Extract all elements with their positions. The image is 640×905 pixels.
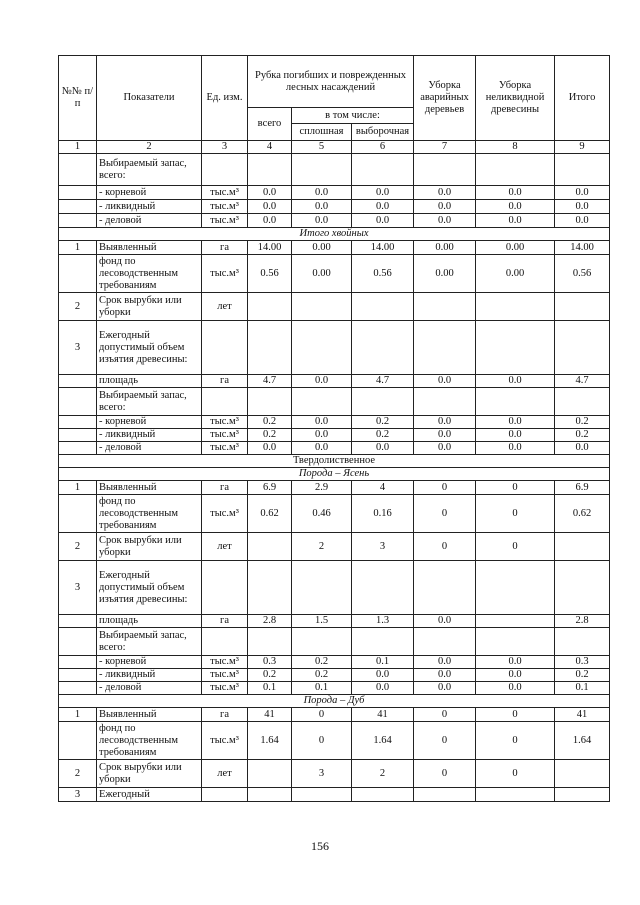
emergency-cell: 0.0 [414,375,476,388]
solid-cell: 0.1 [292,682,352,695]
row-number-cell [59,429,97,442]
table-row [59,669,610,682]
total-cell: 4.7 [555,375,610,388]
row-number-cell [59,375,97,388]
total-cell [555,154,610,186]
selective-cell: 0.1 [352,656,414,669]
emergency-cell: 0 [414,495,476,533]
illiquid-cell: 0.0 [476,416,555,429]
solid-cell: 0.0 [292,442,352,455]
solid-cell [292,321,352,375]
selective-cell: 2 [352,760,414,788]
emergency-cell [414,154,476,186]
header-total-all: всего [248,108,292,141]
unit-cell: тыс.м³ [202,186,248,200]
unit-cell: га [202,708,248,722]
total-cell: 0.2 [555,416,610,429]
section-title: Твердолиственное [59,455,610,468]
row-number-cell: 3 [59,561,97,615]
row-number-cell [59,214,97,228]
illiquid-cell: 0.00 [476,255,555,293]
forest-felling-table [58,55,610,802]
illiquid-cell: 0.0 [476,375,555,388]
total-all-cell: 14.00 [248,241,292,255]
row-number-cell: 1 [59,241,97,255]
row-number-cell [59,656,97,669]
indicator-cell: - корневой [97,656,202,669]
table-row [59,293,610,321]
solid-cell [292,388,352,416]
solid-cell: 3 [292,760,352,788]
unit-cell: тыс.м³ [202,682,248,695]
emergency-cell: 0.0 [414,682,476,695]
solid-cell: 0.0 [292,186,352,200]
unit-cell [202,561,248,615]
selective-cell: 0.2 [352,416,414,429]
total-cell: 0.2 [555,429,610,442]
illiquid-cell: 0 [476,495,555,533]
indicator-cell: фонд по лесоводственным требованиям [97,722,202,760]
illiquid-cell: 0 [476,481,555,495]
total-cell: 0.0 [555,442,610,455]
table-row [59,788,610,802]
selective-cell: 0.0 [352,442,414,455]
selective-cell [352,321,414,375]
total-all-cell [248,154,292,186]
page-number: 156 [311,839,329,853]
total-cell [555,561,610,615]
emergency-cell: 0.00 [414,241,476,255]
illiquid-cell [476,615,555,628]
indicator-cell: - ликвидный [97,200,202,214]
total-cell: 41 [555,708,610,722]
solid-cell: 0.46 [292,495,352,533]
indicator-cell: фонд по лесоводственным требованиям [97,255,202,293]
illiquid-cell: 0.0 [476,669,555,682]
total-all-cell: 1.64 [248,722,292,760]
unit-cell: га [202,615,248,628]
total-cell: 0.3 [555,656,610,669]
solid-cell [292,628,352,656]
table-row [59,321,610,375]
emergency-cell: 0.0 [414,656,476,669]
row-number-cell [59,154,97,186]
indicator-cell: - корневой [97,416,202,429]
table-row [59,561,610,615]
header-incl: в том числе: [292,108,414,124]
table-row [59,442,610,455]
header-solid: сплошная [292,124,352,141]
section-row [59,695,610,708]
emergency-cell: 0 [414,481,476,495]
total-all-cell: 0.56 [248,255,292,293]
table-row [59,186,610,200]
illiquid-cell: 0 [476,722,555,760]
table-row [59,481,610,495]
illiquid-cell: 0.0 [476,214,555,228]
section-title: Итого хвойных [59,228,610,241]
unit-cell: тыс.м³ [202,200,248,214]
illiquid-cell: 0.0 [476,656,555,669]
table-row [59,416,610,429]
table-row [59,154,610,186]
row-number-cell: 1 [59,481,97,495]
selective-cell: 0.0 [352,682,414,695]
section-title: Порода – Дуб [59,695,610,708]
emergency-cell: 0.0 [414,442,476,455]
unit-cell [202,388,248,416]
indicator-cell: - деловой [97,442,202,455]
total-all-cell [248,388,292,416]
column-number-cell: 9 [555,141,610,154]
total-cell: 0.0 [555,200,610,214]
total-cell: 6.9 [555,481,610,495]
total-all-cell: 0.2 [248,416,292,429]
solid-cell: 0.0 [292,214,352,228]
illiquid-cell [476,628,555,656]
unit-cell: лет [202,760,248,788]
illiquid-cell: 0 [476,708,555,722]
selective-cell: 1.3 [352,615,414,628]
total-cell [555,321,610,375]
section-row [59,468,610,481]
row-number-cell [59,200,97,214]
total-all-cell [248,533,292,561]
selective-cell: 0.0 [352,186,414,200]
total-all-cell [248,561,292,615]
indicator-cell: площадь [97,375,202,388]
unit-cell: тыс.м³ [202,255,248,293]
illiquid-cell: 0.00 [476,241,555,255]
emergency-cell: 0.0 [414,200,476,214]
solid-cell: 1.5 [292,615,352,628]
solid-cell: 0.00 [292,241,352,255]
column-number-cell: 5 [292,141,352,154]
total-all-cell: 0.0 [248,214,292,228]
data-table-container [58,55,609,802]
selective-cell: 0.16 [352,495,414,533]
emergency-cell: 0 [414,708,476,722]
column-number-cell: 2 [97,141,202,154]
emergency-cell [414,628,476,656]
indicator-cell: Выбираемый запас, всего: [97,154,202,186]
solid-cell [292,154,352,186]
unit-cell: лет [202,293,248,321]
row-number-cell [59,255,97,293]
illiquid-cell [476,788,555,802]
total-cell [555,628,610,656]
emergency-cell [414,788,476,802]
total-all-cell: 4.7 [248,375,292,388]
indicator-cell: Срок вырубки или уборки [97,293,202,321]
column-number-row [59,141,610,154]
unit-cell: тыс.м³ [202,442,248,455]
row-number-cell [59,669,97,682]
unit-cell: га [202,481,248,495]
selective-cell: 14.00 [352,241,414,255]
table-row [59,255,610,293]
indicator-cell: Срок вырубки или уборки [97,533,202,561]
table-row [59,214,610,228]
unit-cell: тыс.м³ [202,722,248,760]
column-number-cell: 3 [202,141,248,154]
illiquid-cell: 0 [476,760,555,788]
table-row [59,760,610,788]
total-all-cell: 41 [248,708,292,722]
row-number-cell [59,495,97,533]
table-header [59,56,610,154]
section-row [59,455,610,468]
illiquid-cell: 0.0 [476,442,555,455]
selective-cell: 0.0 [352,200,414,214]
table-row [59,388,610,416]
row-number-cell [59,416,97,429]
selective-cell: 0.2 [352,429,414,442]
total-all-cell: 0.2 [248,669,292,682]
solid-cell: 0.0 [292,429,352,442]
header-selective: выборочная [352,124,414,141]
indicator-cell: - деловой [97,214,202,228]
total-cell: 0.1 [555,682,610,695]
unit-cell [202,628,248,656]
header-indicator: Показатели [97,56,202,141]
total-cell [555,788,610,802]
row-number-cell: 1 [59,708,97,722]
illiquid-cell [476,321,555,375]
indicator-cell: Срок вырубки или уборки [97,760,202,788]
total-all-cell: 0.2 [248,429,292,442]
selective-cell [352,293,414,321]
header-emergency: Уборка аварийных деревьев [414,56,476,141]
table-row [59,495,610,533]
solid-cell [292,788,352,802]
emergency-cell: 0.0 [414,416,476,429]
emergency-cell [414,388,476,416]
emergency-cell: 0 [414,533,476,561]
indicator-cell: Ежегодный допустимый объем изъятия древесины: [97,561,202,615]
total-cell [555,388,610,416]
row-number-cell [59,615,97,628]
total-all-cell: 0.0 [248,186,292,200]
solid-cell: 0.0 [292,416,352,429]
selective-cell [352,628,414,656]
total-cell: 14.00 [555,241,610,255]
indicator-cell: - деловой [97,682,202,695]
total-cell: 0.0 [555,186,610,200]
emergency-cell: 0.00 [414,255,476,293]
total-cell [555,760,610,788]
solid-cell: 0.00 [292,255,352,293]
total-all-cell [248,628,292,656]
selective-cell: 0.0 [352,214,414,228]
emergency-cell: 0 [414,722,476,760]
unit-cell: тыс.м³ [202,214,248,228]
section-title: Порода – Ясень [59,468,610,481]
total-all-cell: 0.62 [248,495,292,533]
indicator-cell: Выявленный [97,481,202,495]
row-number-cell [59,682,97,695]
illiquid-cell [476,293,555,321]
solid-cell: 0.0 [292,375,352,388]
illiquid-cell: 0 [476,533,555,561]
solid-cell: 0 [292,722,352,760]
selective-cell: 1.64 [352,722,414,760]
row-number-cell: 3 [59,321,97,375]
table-row [59,375,610,388]
column-number-cell: 8 [476,141,555,154]
total-all-cell: 6.9 [248,481,292,495]
emergency-cell: 0.0 [414,615,476,628]
row-number-cell [59,442,97,455]
total-cell: 0.56 [555,255,610,293]
total-cell: 0.2 [555,669,610,682]
column-number-cell: 6 [352,141,414,154]
indicator-cell: Ежегодный допустимый объем изъятия древесины: [97,321,202,375]
header-unit: Ед. изм. [202,56,248,141]
solid-cell: 2 [292,533,352,561]
emergency-cell [414,293,476,321]
column-number-cell: 1 [59,141,97,154]
selective-cell [352,788,414,802]
table-body [59,154,610,802]
unit-cell: тыс.м³ [202,669,248,682]
header-total: Итого [555,56,610,141]
row-number-cell [59,628,97,656]
row-number-cell [59,722,97,760]
solid-cell: 0 [292,708,352,722]
emergency-cell: 0.0 [414,429,476,442]
total-cell: 0.62 [555,495,610,533]
total-all-cell [248,760,292,788]
header-illiquid: Уборка неликвидной древесины [476,56,555,141]
emergency-cell [414,561,476,615]
row-number-cell: 3 [59,788,97,802]
indicator-cell: Выявленный [97,708,202,722]
total-cell: 2.8 [555,615,610,628]
illiquid-cell [476,561,555,615]
emergency-cell [414,321,476,375]
emergency-cell: 0.0 [414,186,476,200]
indicator-cell: фонд по лесоводственным требованиям [97,495,202,533]
column-number-cell: 7 [414,141,476,154]
total-cell: 1.64 [555,722,610,760]
emergency-cell: 0 [414,760,476,788]
selective-cell: 0.56 [352,255,414,293]
solid-cell [292,561,352,615]
solid-cell: 2.9 [292,481,352,495]
table-row [59,615,610,628]
selective-cell [352,154,414,186]
unit-cell [202,321,248,375]
total-all-cell [248,321,292,375]
total-all-cell: 2.8 [248,615,292,628]
column-number-cell: 4 [248,141,292,154]
solid-cell: 0.2 [292,669,352,682]
emergency-cell: 0.0 [414,214,476,228]
row-number-cell: 2 [59,533,97,561]
total-all-cell: 0.0 [248,442,292,455]
emergency-cell: 0.0 [414,669,476,682]
total-cell: 0.0 [555,214,610,228]
total-all-cell: 0.1 [248,682,292,695]
illiquid-cell [476,154,555,186]
table-row [59,200,610,214]
illiquid-cell [476,388,555,416]
unit-cell: тыс.м³ [202,429,248,442]
unit-cell: тыс.м³ [202,656,248,669]
unit-cell: га [202,241,248,255]
selective-cell: 4 [352,481,414,495]
total-all-cell: 0.3 [248,656,292,669]
total-all-cell [248,788,292,802]
section-row [59,228,610,241]
selective-cell: 4.7 [352,375,414,388]
illiquid-cell: 0.0 [476,682,555,695]
indicator-cell: Выбираемый запас, всего: [97,628,202,656]
header-num: №№ п/п [59,56,97,141]
table-row [59,628,610,656]
row-number-cell: 2 [59,760,97,788]
row-number-cell [59,186,97,200]
total-cell [555,533,610,561]
total-all-cell: 0.0 [248,200,292,214]
unit-cell: лет [202,533,248,561]
selective-cell: 0.0 [352,669,414,682]
indicator-cell: площадь [97,615,202,628]
unit-cell: тыс.м³ [202,416,248,429]
selective-cell [352,561,414,615]
unit-cell: га [202,375,248,388]
row-number-cell [59,388,97,416]
table-row [59,429,610,442]
table-row [59,533,610,561]
row-number-cell: 2 [59,293,97,321]
unit-cell [202,154,248,186]
total-cell [555,293,610,321]
indicator-cell: Выбираемый запас, всего: [97,388,202,416]
table-row [59,682,610,695]
indicator-cell: Ежегодный [97,788,202,802]
selective-cell [352,388,414,416]
solid-cell [292,293,352,321]
solid-cell: 0.0 [292,200,352,214]
selective-cell: 3 [352,533,414,561]
illiquid-cell: 0.0 [476,200,555,214]
header-felling: Рубка погибших и поврежденных лесных насаждений [248,56,414,108]
table-row [59,722,610,760]
indicator-cell: - корневой [97,186,202,200]
indicator-cell: - ликвидный [97,669,202,682]
indicator-cell: Выявленный [97,241,202,255]
indicator-cell: - ликвидный [97,429,202,442]
table-row [59,656,610,669]
selective-cell: 41 [352,708,414,722]
table-row [59,241,610,255]
illiquid-cell: 0.0 [476,429,555,442]
unit-cell: тыс.м³ [202,495,248,533]
illiquid-cell: 0.0 [476,186,555,200]
total-all-cell [248,293,292,321]
solid-cell: 0.2 [292,656,352,669]
unit-cell [202,788,248,802]
table-row [59,708,610,722]
